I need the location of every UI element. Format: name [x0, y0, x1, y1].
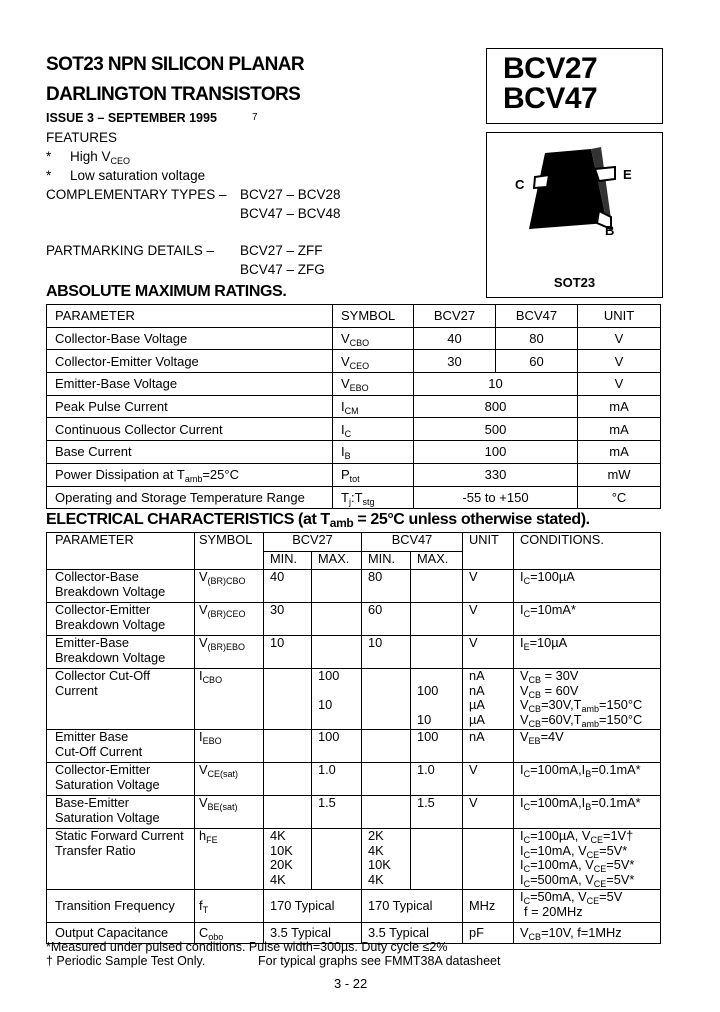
ec-param: Output Capacitance [47, 923, 195, 944]
table-row [47, 636, 661, 669]
amr-header-unit: UNIT [578, 305, 661, 328]
ec-header-min-bcv27: MIN. [264, 551, 312, 570]
ec-unit: V [463, 603, 514, 636]
ec-max-bcv47: 1.5 [411, 796, 463, 829]
ec-condition: $I_C=100\mu A$ [514, 570, 661, 603]
amr-unit: mA [578, 395, 661, 418]
footnote-periodic: † Periodic Sample Test Only. [46, 954, 206, 968]
page-number: 3 - 22 [334, 976, 368, 991]
amr-heading: ABSOLUTE MAXIMUM RATINGS. [46, 283, 287, 300]
amr-value: 100 [414, 441, 578, 464]
table-row [47, 763, 661, 796]
ec-header-parameter: PARAMETER [47, 533, 195, 570]
ec-min-bcv27 [264, 796, 312, 829]
amr-value: 330 [414, 463, 578, 486]
ec-min-bcv47: 2K 4K 10K 4K [362, 829, 411, 890]
ec-param: Transition Frequency [47, 890, 195, 923]
ec-symbol: $V_{BE(sat)}$ [195, 796, 264, 829]
amr-unit: mA [578, 441, 661, 464]
amr-symbol: $I_C$ [333, 418, 414, 441]
amr-param: Operating and Storage Temperature Range [47, 486, 333, 509]
doc-title-line1: SOT23 NPN SILICON PLANAR [46, 54, 304, 75]
part-number-bcv27: BCV27 [503, 52, 598, 85]
ec-condition: $I_C=50mA$, $V_{CE}=5V$ f = 20MHz [514, 890, 661, 923]
ec-param: Collector Cut-Off Current [47, 669, 195, 730]
ec-symbol: $I_{CBO}$ [195, 669, 264, 730]
ec-header-bcv47: BCV47 [362, 533, 463, 552]
amr-header-parameter: PARAMETER [47, 305, 333, 328]
ec-min-bcv27: 10 [264, 636, 312, 669]
amr-value: 500 [414, 418, 578, 441]
ec-symbol: $V_{(BR)CBO}$ [195, 570, 264, 603]
features-heading: FEATURES [46, 130, 118, 145]
table-row [47, 395, 661, 418]
pin-label-c: C [515, 177, 525, 192]
amr-value-bcv27: 40 [414, 327, 496, 350]
ec-symbol: $C_{obo}$ [195, 923, 264, 944]
ec-symbol: $V_{(BR)CEO}$ [195, 603, 264, 636]
package-label: SOT23 [553, 275, 596, 290]
amr-unit: mA [578, 418, 661, 441]
amr-value-bcv47: 80 [496, 327, 578, 350]
ec-max-bcv47: 100 [411, 730, 463, 763]
ec-value-bcv47: 3.5 Typical [362, 923, 463, 944]
amr-symbol: $P_{tot}$ [333, 463, 414, 486]
feature-low-saturation: Low saturation voltage [70, 168, 206, 183]
ec-header-bcv27: BCV27 [264, 533, 362, 552]
ec-value-bcv27: 3.5 Typical [264, 923, 362, 944]
complementary-bcv27: BCV27 – BCV28 [240, 187, 341, 202]
feature-bullet-2: * [46, 168, 52, 183]
table-row [47, 373, 661, 396]
ec-param: Collector-Base Breakdown Voltage [47, 570, 195, 603]
amr-unit: V [578, 373, 661, 396]
ec-header-unit: UNIT [463, 533, 514, 570]
ec-min-bcv27: 4K 10K 20K 4K [264, 829, 312, 890]
ec-max-bcv27: 100 10 [312, 669, 362, 730]
ec-param: Emitter-Base Breakdown Voltage [47, 636, 195, 669]
amr-param: Collector-Emitter Voltage [47, 350, 333, 373]
ec-max-bcv27 [312, 603, 362, 636]
ec-header-max-bcv47: MAX. [411, 551, 463, 570]
ec-max-bcv47: 100 10 [411, 669, 463, 730]
ec-max-bcv47 [411, 829, 463, 890]
ec-symbol: $I_{EBO}$ [195, 730, 264, 763]
ec-condition: $I_C=100mA,I_B=0.1mA*$ [514, 796, 661, 829]
amr-param: Peak Pulse Current [47, 395, 333, 418]
ec-max-bcv27 [312, 636, 362, 669]
amr-param: Base Current [47, 441, 333, 464]
ec-condition: $I_C=100mA,I_B=0.1mA*$ [514, 763, 661, 796]
ec-header-symbol: SYMBOL [195, 533, 264, 570]
issue-mark: 7 [252, 112, 258, 123]
table-row [47, 441, 661, 464]
amr-header-symbol: SYMBOL [333, 305, 414, 328]
amr-symbol: $I_B$ [333, 441, 414, 464]
ec-unit: V [463, 636, 514, 669]
ec-min-bcv27 [264, 763, 312, 796]
amr-unit: °C [578, 486, 661, 509]
ec-symbol: $V_{CE(sat)}$ [195, 763, 264, 796]
ec-symbol: $h_{FE}$ [195, 829, 264, 890]
issue-line: ISSUE 3 – SEPTEMBER 1995 [46, 111, 217, 125]
ec-header-conditions: CONDITIONS. [514, 533, 661, 570]
amr-symbol: $T_j:T_{stg}$ [333, 486, 414, 509]
table-row [47, 570, 661, 603]
ec-condition: $I_C=10mA*$ [514, 603, 661, 636]
ec-max-bcv27: 1.5 [312, 796, 362, 829]
doc-title-line2: DARLINGTON TRANSISTORS [46, 84, 301, 105]
ec-min-bcv27: 30 [264, 603, 312, 636]
complementary-label: COMPLEMENTARY TYPES – [46, 187, 227, 202]
ec-unit: V [463, 570, 514, 603]
ec-header-min-bcv47: MIN. [362, 551, 411, 570]
table-row [47, 603, 661, 636]
partmarking-label: PARTMARKING DETAILS – [46, 243, 215, 258]
ec-min-bcv47: 10 [362, 636, 411, 669]
amr-value: -55 to +150 [414, 486, 578, 509]
amr-value-bcv27: 30 [414, 350, 496, 373]
ec-max-bcv27 [312, 570, 362, 603]
amr-table [46, 304, 661, 509]
partmarking-bcv27: BCV27 – ZFF [240, 243, 323, 258]
ec-unit: nA [463, 730, 514, 763]
ec-max-bcv27 [312, 829, 362, 890]
ec-condition: $I_C=100\mu A$, $V_{CE}=1V\dagger$ $I_C=10mA$, $V_{CE}=5V*$ $I_C=100mA$, $V_{CE}=5V*$ $I_C=500mA$, $V_{CE}=5V*$ [514, 829, 661, 890]
ec-header-max-bcv27: MAX. [312, 551, 362, 570]
ec-unit: pF [463, 923, 514, 944]
ec-value-bcv27: 170 Typical [264, 890, 362, 923]
ec-param: Static Forward Current Transfer Ratio [47, 829, 195, 890]
sot23-package-icon [487, 133, 662, 297]
ec-min-bcv27 [264, 669, 312, 730]
table-row [47, 463, 661, 486]
ec-min-bcv47 [362, 796, 411, 829]
ec-symbol: $V_{(BR)EBO}$ [195, 636, 264, 669]
part-number-box [486, 48, 663, 124]
ec-min-bcv47: 80 [362, 570, 411, 603]
ec-min-bcv47: 60 [362, 603, 411, 636]
amr-header-bcv27: BCV27 [414, 305, 496, 328]
table-row [47, 730, 661, 763]
package-box [486, 132, 663, 298]
amr-param: Collector-Base Voltage [47, 327, 333, 350]
pin-label-e: E [623, 167, 632, 182]
table-row [47, 669, 661, 730]
table-row [47, 890, 661, 923]
ec-unit: V [463, 796, 514, 829]
table-row [47, 796, 661, 829]
ec-min-bcv27: 40 [264, 570, 312, 603]
ec-min-bcv27 [264, 730, 312, 763]
complementary-bcv47: BCV47 – BCV48 [240, 206, 341, 221]
ec-condition: $I_E=10\mu A$ [514, 636, 661, 669]
ec-symbol: $f_T$ [195, 890, 264, 923]
feature-bullet-1: * [46, 149, 52, 164]
partmarking-bcv47: BCV47 – ZFG [240, 262, 325, 277]
ec-param: Collector-Emitter Saturation Voltage [47, 763, 195, 796]
table-row [47, 829, 661, 890]
ec-max-bcv47 [411, 570, 463, 603]
ec-max-bcv47 [411, 603, 463, 636]
pin-label-b: B [605, 223, 615, 238]
ec-min-bcv47 [362, 730, 411, 763]
table-row [47, 486, 661, 509]
ec-value-bcv47: 170 Typical [362, 890, 463, 923]
amr-symbol: $V_{CEO}$ [333, 350, 414, 373]
ec-condition: $V_{CB}=10V$, f=1MHz [514, 923, 661, 944]
part-number-bcv47: BCV47 [503, 82, 598, 115]
ec-unit [463, 829, 514, 890]
amr-unit: V [578, 327, 661, 350]
ec-unit: V [463, 763, 514, 796]
ec-min-bcv47 [362, 669, 411, 730]
amr-param: Emitter-Base Voltage [47, 373, 333, 396]
ec-condition: $V_{CB} = 30V$ $V_{CB} = 60V$ $V_{CB}=30V,T_{amb}=150^\circ C$ $V_{CB}=60V,T_{amb}=150^\circ C$ [514, 669, 661, 730]
ec-param: Collector-Emitter Breakdown Voltage [47, 603, 195, 636]
ec-param: Emitter Base Cut-Off Current [47, 730, 195, 763]
amr-header-bcv47: BCV47 [496, 305, 578, 328]
amr-unit: mW [578, 463, 661, 486]
ec-max-bcv27: 1.0 [312, 763, 362, 796]
ec-table [46, 532, 661, 944]
amr-unit: V [578, 350, 661, 373]
amr-value: 800 [414, 395, 578, 418]
ec-max-bcv47: 1.0 [411, 763, 463, 796]
ec-max-bcv47 [411, 636, 463, 669]
amr-symbol: $I_{CM}$ [333, 395, 414, 418]
feature-high-vceo: High $V_{CEO}$ [70, 149, 131, 166]
table-row [47, 327, 661, 350]
ec-unit: MHz [463, 890, 514, 923]
table-row [47, 350, 661, 373]
ec-max-bcv27: 100 [312, 730, 362, 763]
table-row [47, 305, 661, 328]
amr-value-bcv47: 60 [496, 350, 578, 373]
amr-param: Continuous Collector Current [47, 418, 333, 441]
amr-value: 10 [414, 373, 578, 396]
amr-symbol: $V_{EBO}$ [333, 373, 414, 396]
amr-symbol: $V_{CBO}$ [333, 327, 414, 350]
ec-min-bcv47 [362, 763, 411, 796]
table-row [47, 533, 661, 552]
ec-heading: ELECTRICAL CHARACTERISTICS (at $T_{amb} = 25^\circ C$ unless otherwise stated). [46, 511, 590, 530]
table-row [47, 418, 661, 441]
amr-param: Power Dissipation at $T_{amb}=25^\circ C$ [47, 463, 333, 486]
ec-condition: $V_{EB}=4V$ [514, 730, 661, 763]
ec-param: Base-Emitter Saturation Voltage [47, 796, 195, 829]
ec-unit: nA nA µA µA [463, 669, 514, 730]
footnote-graphs: For typical graphs see FMMT38A datasheet [258, 954, 501, 968]
footnote-pulsed: *Measured under pulsed conditions. Pulse width=300µs. Duty cycle ≤2% [46, 940, 448, 954]
